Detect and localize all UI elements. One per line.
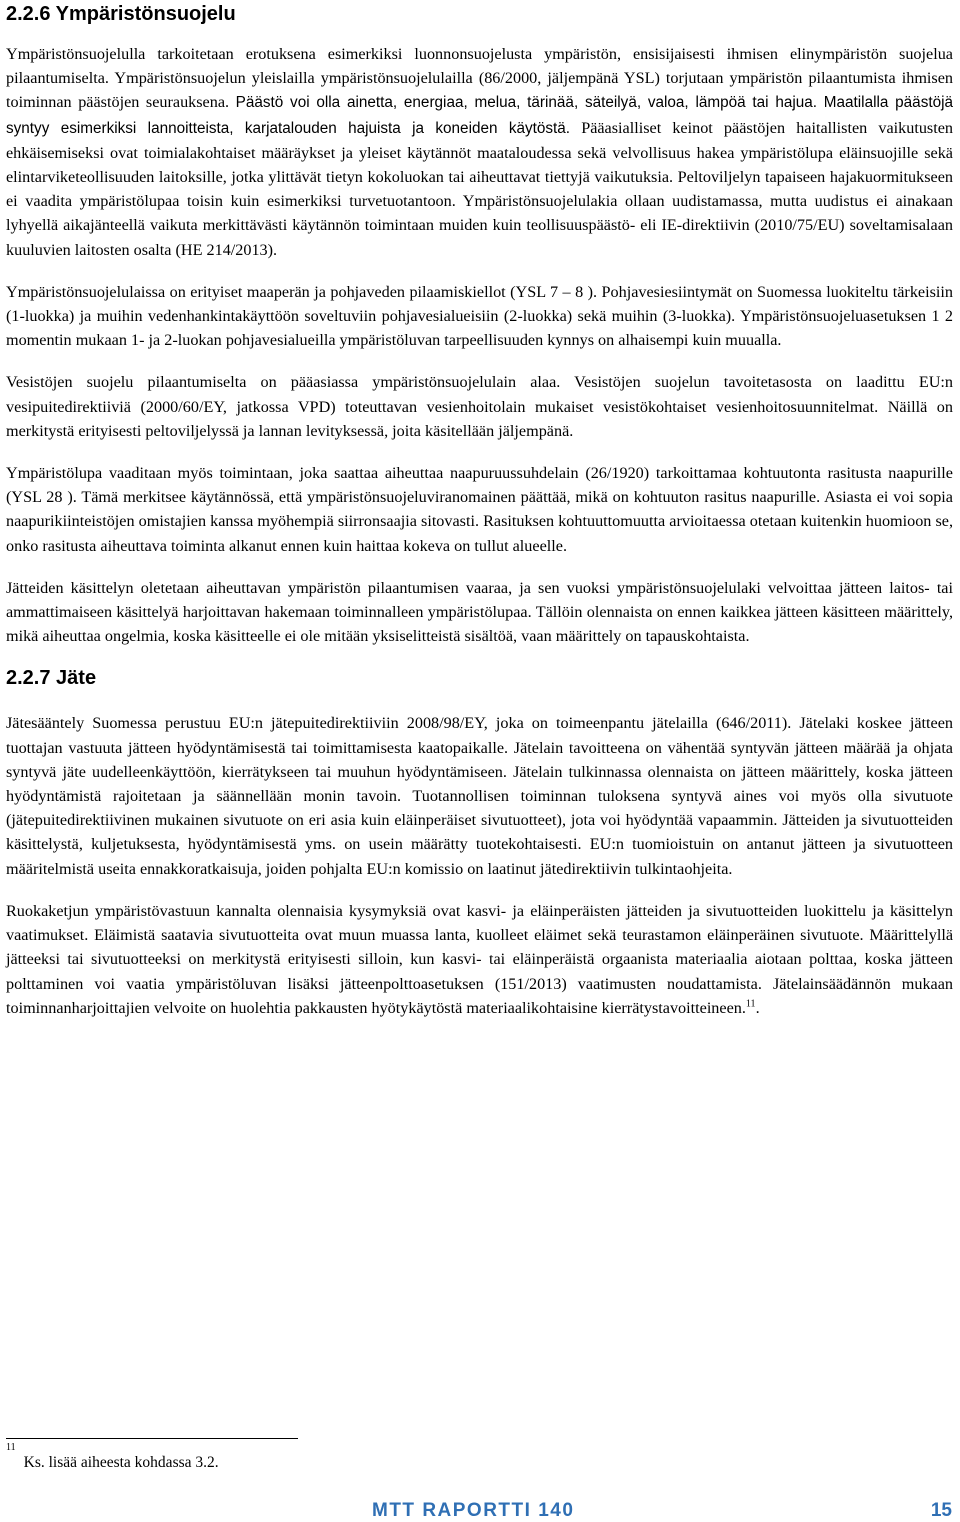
paragraph-end: . (755, 998, 760, 1017)
paragraph: Jätesääntely Suomessa perustuu EU:n jätepuitedirektiiviin 2008/98/EY, joka on toimeenpantu jätelailla (646/2011). Jätelaki koskee jätteen tuottajan vastuuta jätteen hyödyntämisestä tai toimittamisesta kaatopaikalle. Jätelain tavoitteena on vähentää syntyvän jätteen määrää ja ohjata syntyvä jäte uudelleenkäyttöön, kierrätykseen tai muuhun hyödyntämiseen. Jätelain tulkinnassa olennaista on jätteen määrittely, koska jätteen hyödyntämistä rajoitetaan ja säännellään monin tavoin. Tuotannollisen toiminnan tuloksena syntyvä aines voi myös olla sivutuote (jätepuitedirektiivinen mukainen sivutuote on eri asia kuin eläinperäiset sivutuotteet), jota voi hyödyntää vapaammin. Jätteiden ja sivutuotteiden käsittelystä, kuljetuksesta, hyödyntämisestä yms. on usein määrätty tuotekohtaisesti. EU:n tuomioistuin on antanut jätteen ja sivutuotteen määritelmistä useita ennakkoratkaisuja, joiden pohjalta EU:n komissio on laatinut jätedirektiivin tulkintaohjeita. (6, 714, 953, 878)
paragraph: Jätteiden käsittelyn oletetaan aiheuttavan ympäristön pilaantumisen vaaraa, ja sen vuoksi ympäristönsuojelulaki velvoittaa jätteen laitos- tai ammattimaiseen käsittelyä harjoittavan hakemaan toiminnalleen ympäristölupaa. Tällöin olennaista on ennen kaikkea jätteen käsitteen määrittely, mikä aiheuttaa ongelmia, koska käsitteelle ei ole mitään yksiselitteistä sisältöä, vaan määrittely on tapauskohtaista. (6, 578, 953, 646)
footnote-number: 11 (6, 1442, 16, 1453)
paragraph (6, 42, 953, 262)
section-heading-ymparistonsuojelu: 2.2.6 Ympäristönsuojelu (6, 3, 236, 25)
paragraph-text: Ympäristönsuojelulla tarkoitetaan erotuksena esimerkiksi luonnonsuojelusta ympäristön, ensisijaisesti ihmisen elinympäristön suojelua pilaantumiselta. Ympäristönsuojelun yleislailla ympäristönsuojelulailla (86/2000, jäljempänä YSL) torjutaan ympäristön pilaantumista ihmisen toiminnan päästöjen seurauksena. (6, 45, 953, 112)
footnote-separator (6, 1438, 298, 1439)
footnote-text: Ks. lisää aiheesta kohdassa 3.2. (23, 1454, 219, 1471)
section-heading-jate: 2.2.7 Jäte (6, 667, 97, 690)
footnote-reference[interactable]: 11 (745, 998, 756, 1010)
paragraph: Ympäristönsuojelulaissa on erityiset maaperän ja pohjaveden pilaamiskiellot (YSL 7 – 8 ). Pohjavesiesiintymät on Suomessa luokiteltu tärkeisiin (1-luokka) ja muihin vedenhankintakäyttöön soveltuviin pohjavesialueisiin (2-luokka) sekä muihin (3-luokka). Ympäristönsuojeluasetuksen 1 2 momentin mukaan 1- ja 2-luokan pohjavesialueilla ympäristöluvan tarpeellisuuden kynnys on alhaisempi kuin muualla. (6, 282, 953, 350)
page-number: 15 (930, 1500, 952, 1521)
paragraph: Ympäristölupa vaaditaan myös toimintaan, joka saattaa aiheuttaa naapuruussuhdelain (26/1920) tarkoittamaa kohtuutonta rasitusta naapurille (YSL 28 ). Tämä merkitsee käytännössä, että ympäristönsuojeluviranomainen päättää, mikä on kohtuuton rasitus naapurille. Asiasta ei voi sopia naapurikiinteistöjen omistajien kanssa myöhempiä siirronsaajia sitovasti. Rasituksen kohtuuttomuutta arvioitaessa otetaan kuitenkin huomioon se, onko rasitusta aiheuttava toiminta alkanut ennen kuin haittaa kokeva on tullut alueelle. (6, 464, 953, 555)
footnote (6, 1442, 219, 1474)
paragraph: Vesistöjen suojelu pilaantumiselta on pääasiassa ympäristönsuojelulain alaa. Vesistöjen suojelun tavoitetasosta on laadittu EU:n vesipuitedirektiiviä (2000/60/EY, jatkossa VPD) toteuttavan vesienhoitolain mukaiset vesistökohtaiset vesienhoitosuunnitelmat. Näillä on merkitystä erityisesti peltoviljelyssä ja lannan levityksessä, joita käsitellään jäljempänä. (6, 373, 953, 440)
document-page (6, 0, 953, 1038)
paragraph-text: Ruokaketjun ympäristövastuun kannalta olennaisia kysymyksiä ovat kasvi- ja eläinperäisten jätteiden ja sivutuotteiden luokittelu ja käsittelyn vaatimukset. Eläimistä saatavia sivutuotteita ovat muun muassa lanta, kuolleet eläimet sekä teurastamon eläinperäinen sivutuote. Määrittelyllä jätteeksi tai sivutuotteeksi on merkitystä erityisesti silloin, kun kasvi- tai eläinperäistä orgaanista materiaalia aiotaan polttaa, koska jätteen polttaminen voi vaatia ympäristöluvan lisäksi jätteenpolttoasetuksen (151/2013) vaatimusten noudattamista. Jätelainsäädännön mukaan toiminnanharjoittajien velvoite on huolehtia pakkausten hyötykäytöstä materiaalikohtaisine kierrätystavoitteineen. (6, 901, 953, 1017)
paragraph-text: Pääasialliset keinot päästöjen haitallisten vaikutusten ehkäisemiseksi ovat toimialakohtaiset määräykset ja yleiset käytännöt maataloudessa sekä velvollisuus hakea ympäristölupa eläinsuojille sekä elintarviketeollisuuden laitoksille, jotka ylittävät tietyn kokoluokan tai aiheuttavat tiettyjä vaikutuksia. Peltoviljelyn tapaiseen hajakuormitukseen ei vaadita ympäristölupaa toisin kuin esimerkiksi turvetuotantoon. Ympäristönsuojelulakia ollaan uudistamassa, mutta uudistus ei ainakaan lyhyellä aikajänteellä vaikuta merkittävästi käytännön toimintaan muiden kuin teollisuuspäästö- eli IE-direktiivin (2010/75/EU) soveltamisalaan kuuluvien laitosten osalta (HE 214/2013). (6, 118, 953, 259)
paragraph-text: Päästö voi olla ainetta, energiaa, melua, tärinää, säteilyä, valoa, lämpöä tai hajua. Maatilalla päästöjä syntyy esimerkiksi lannoitteista, karjatalouden hajuista ja koneiden käytöstä. (6, 94, 954, 137)
paragraph (6, 899, 953, 1020)
footer-brand: MTT RAPORTTI 140 (372, 1500, 575, 1521)
